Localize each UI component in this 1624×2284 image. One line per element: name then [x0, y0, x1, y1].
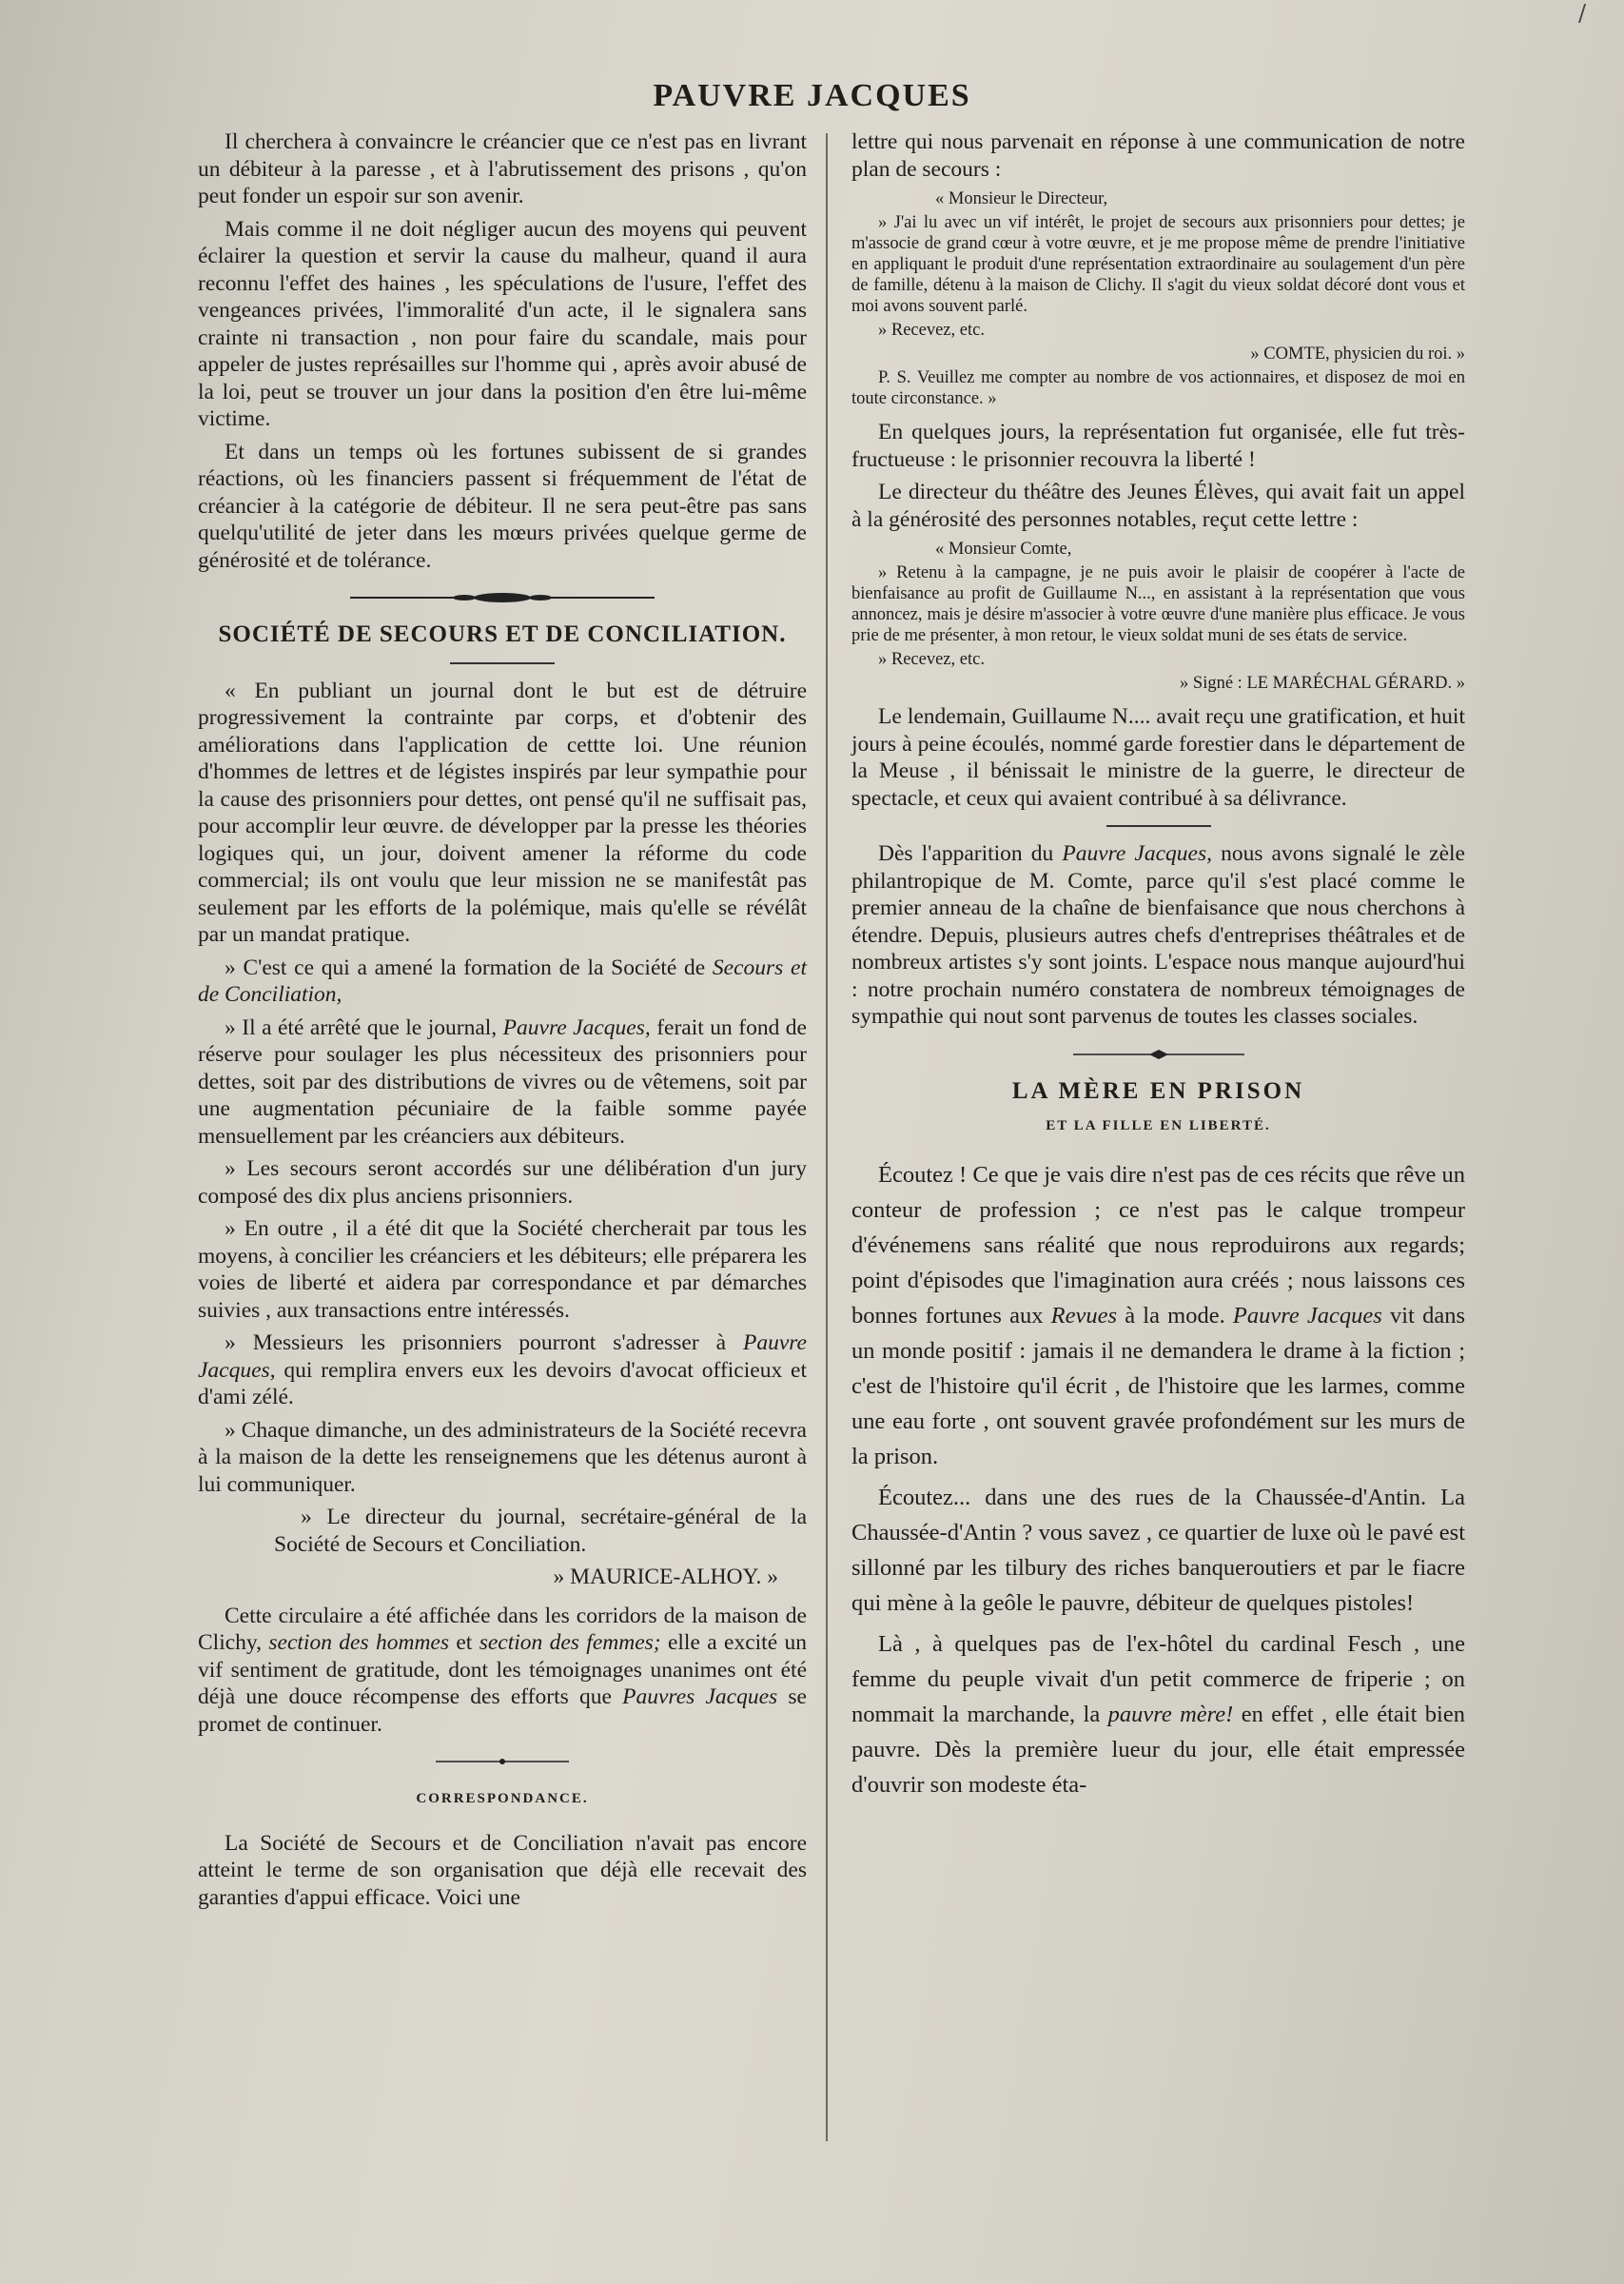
paragraph: » Chaque dimanche, un des administrateurs de la Société recevra à la maison de la dette les renseignemens que les détenus auront à lui communiquer.: [198, 1417, 807, 1497]
paragraph: Mais comme il ne doit négliger aucun des moyens qui peuvent éclairer la question et servir la cause du malheur, quand il aura reconnu l'effet des haines , les spéculations de l'usure, l'effet des vengeances privées, l'immoralité d'un acte, il le signalera sans crainte ni transaction , non pour faire du scandale, mais pour appeler de justes représailles sur l'homme qui , après avoir abusé de la loi, peut se trouver un jour dans la position d'en être lui-même victime.: [198, 216, 807, 431]
paragraph: « En publiant un journal dont le but est de détruire progressivement la contrainte par corps, et d'obtenir des améliorations dans l'application de cettte loi. Une réunion d'hommes de lettres et de légistes inspirés par leur sympathie pour la cause des prisonniers pour dettes, ont pensé qu'il ne suffisait pas, pour accomplir leur œuvre. de développer par la presse les théories logiques qui, un jour, doivent amener la réforme du code commercial; ils ont voulu que leur mission ne se manifestât pas seulement par les efforts de la polémique, mais qu'elle se révélât par un mandat pratique.: [198, 678, 807, 947]
short-rule: [450, 662, 555, 664]
paragraph: Cette circulaire a été affichée dans les corridors de la maison de Clichy, section des hommes et section des femmes; elle a excité un vif sentiment de gratitude, dont les témoignages unanimes ont été déjà une douce récompense des efforts que Pauvres Jacques se promet de continuer.: [198, 1603, 807, 1737]
heading-societe: SOCIÉTÉ DE SECOURS ET DE CONCILIATION.: [218, 621, 787, 647]
short-rule: [1106, 825, 1211, 827]
paragraph: Écoutez... dans une des rues de la Chaussée-d'Antin. La Chaussée-d'Antin ? vous savez , ce quartier de luxe où le pavé est sillonné par les tilbury des riches banqueroutiers et par le fiacre qui mène à la geôle le pauvre, débiteur de quelques pistoles!: [851, 1484, 1465, 1616]
left-column: [198, 128, 807, 1917]
paragraph: » Il a été arrêté que le journal, Pauvre Jacques, ferait un fond de réserve pour soulager les plus nécessiteux des prisonniers pour dettes, soit par des distributions de vivres ou de vêtemens, soit par une augmentation pécuniaire de la faible somme payée mensuellement par les créanciers aux débiteurs.: [198, 1014, 807, 1149]
ornament-divider: [436, 1755, 569, 1768]
story-text: [851, 1157, 1465, 1802]
masthead: PAUVRE JACQUES: [653, 78, 971, 113]
paragraph: lettre qui nous parvenait en réponse à une communication de notre plan de secours :: [851, 129, 1465, 182]
subheading-mere: ET LA FILLE EN LIBERTÉ.: [1046, 1118, 1271, 1133]
paragraph: En quelques jours, la représentation fut organisée, elle fut très-fructueuse : le prisonnier recouvra la liberté !: [851, 420, 1465, 472]
letter-salutation: « Monsieur le Directeur,: [935, 189, 1108, 208]
paragraph: Dès l'apparition du Pauvre Jacques, nous avons signalé le zèle philantropique de M. Comte, parce qu'il s'est placé comme le premier anneau de la chaîne de bienfaisance que nous cherchons à étendre. Depuis, plusieurs autres chefs d'entreprises théâtrales et de nombreux artistes s'y sont joints. L'espace nous manque aujourd'hui : notre prochain numéro constatera de nombreux témoignages de sympathie qui nout sont parvenus de toutes les classes sociales.: [851, 841, 1465, 1029]
paragraph: » Messieurs les prisonniers pourront s'adresser à Pauvre Jacques, qui remplira envers eux les devoirs d'avocat officieux et d'ami zélé.: [198, 1330, 807, 1409]
heading-mere: LA MÈRE EN PRISON: [1011, 1077, 1305, 1104]
paragraph: Le lendemain, Guillaume N.... avait reçu une gratification, et huit jours à peine écoulés, nommé garde forestier dans le département de la Meuse , il bénissait le ministre de la guerre, le directeur de spectacle, et ceux qui avaient contribué à sa délivrance.: [851, 704, 1465, 811]
letter-salutation: « Monsieur Comte,: [935, 540, 1072, 559]
paragraph: Là , à quelques pas de l'ex-hôtel du cardinal Fesch , une femme du peuple vivait d'un petit commerce de friperie ; on nommait la marchande, la pauvre mère! en effet , elle était bien pauvre. Dès la première lueur du jour, elle était empressée d'ouvrir son modeste éta-: [851, 1630, 1465, 1798]
letter-body: » Retenu à la campagne, je ne puis avoir le plaisir de coopérer à l'acte de bienfaisance au profit de Guillaume N..., en assistant à la représentation que vous annoncez, mais je désire m'associer à votre œuvre d'une manière plus efficace. Je vous prie de me présenter, à mon retour, le vieux soldat muni de ses états de service.: [851, 563, 1465, 645]
column-divider: [826, 133, 828, 2141]
paragraph: Et dans un temps où les fortunes subissent de si grandes réactions, où les financiers passent si fréquemment de l'état de créancier à la catégorie de débiteur. Il ne sera peut-être pas sans quelqu'utilité de jeter dans les mœurs privées quelque germe de générosité et de tolérance.: [198, 439, 807, 573]
letter-postscript: P. S. Veuillez me compter au nombre de vos actionnaires, et disposez de moi en toute circonstance. »: [851, 368, 1465, 408]
letter-closing: » Recevez, etc.: [878, 650, 985, 669]
paragraph: » Le directeur du journal, secrétaire-général de la Société de Secours et Conciliation.: [274, 1505, 807, 1557]
ornament-divider: [1073, 1048, 1244, 1061]
paragraph: » En outre , il a été dit que la Société chercherait par tous les moyens, à concilier les créanciers et les débiteurs; elle préparera les voies de liberté et aidera par correspondance et par démarches suivies , aux transactions entre intéressés.: [198, 1216, 807, 1323]
paragraph: » C'est ce qui a amené la formation de la Société de Secours et de Conciliation,: [198, 955, 807, 1007]
corner-mark: /: [1578, 0, 1587, 27]
ornament-divider: [350, 591, 655, 604]
right-column: [851, 128, 1465, 1808]
paragraph: La Société de Secours et de Conciliation n'avait pas encore atteint le terme de son organisation que déjà elle recevait des garanties d'appui efficace. Voici une: [198, 1830, 807, 1910]
letter-gerard: [851, 539, 1465, 694]
letter-body: » J'ai lu avec un vif intérêt, le projet de secours aux prisonniers pour dettes; je m'associe de grand cœur à votre œuvre, et je me propose même de prendre l'initiative en appliquant le produit d'une représentation extraordinaire au soulagement d'un père de famille, détenu à la maison de Clichy. Il s'agit du vieux soldat décoré dont vous et moi avons souvent parlé.: [851, 213, 1465, 316]
heading-correspondance: CORRESPONDANCE.: [416, 1791, 589, 1806]
paragraph: » Les secours seront accordés sur une délibération d'un jury composé des dix plus anciens prisonniers.: [198, 1156, 807, 1209]
letter-signature: » Signé : LE MARÉCHAL GÉRARD. »: [1180, 674, 1465, 693]
paragraph: Écoutez ! Ce que je vais dire n'est pas de ces récits que rêve un conteur de profession ; ce n'est pas le calque trompeur d'événemens sans réalité que nous reproduirons aux regards; point d'épisodes que l'imagination aura créés ; nous laissons ces bonnes fortunes aux Revues à la mode. Pauvre Jacques vit dans un monde positif : jamais il ne demandera le drame à la fiction ; c'est de l'histoire qu'il écrit , de l'histoire que les larmes, comme une eau forte , ont souvent gravée profondément sur les murs de la prison.: [851, 1161, 1465, 1469]
letter-closing: » Recevez, etc.: [878, 321, 985, 340]
letter-comte: [851, 188, 1465, 409]
paragraph: Le directeur du théâtre des Jeunes Élèves, qui avait fait un appel à la générosité des personnes notables, reçut cette lettre :: [851, 480, 1465, 532]
signature: » MAURICE-ALHOY. »: [553, 1565, 778, 1589]
letter-signature: » COMTE, physicien du roi. »: [1250, 345, 1465, 364]
paragraph: Il cherchera à convaincre le créancier que ce n'est pas en livrant un débiteur à la paresse , et à l'abrutissement des prisons , qu'on peut fonder un espoir sur son avenir.: [198, 129, 807, 208]
